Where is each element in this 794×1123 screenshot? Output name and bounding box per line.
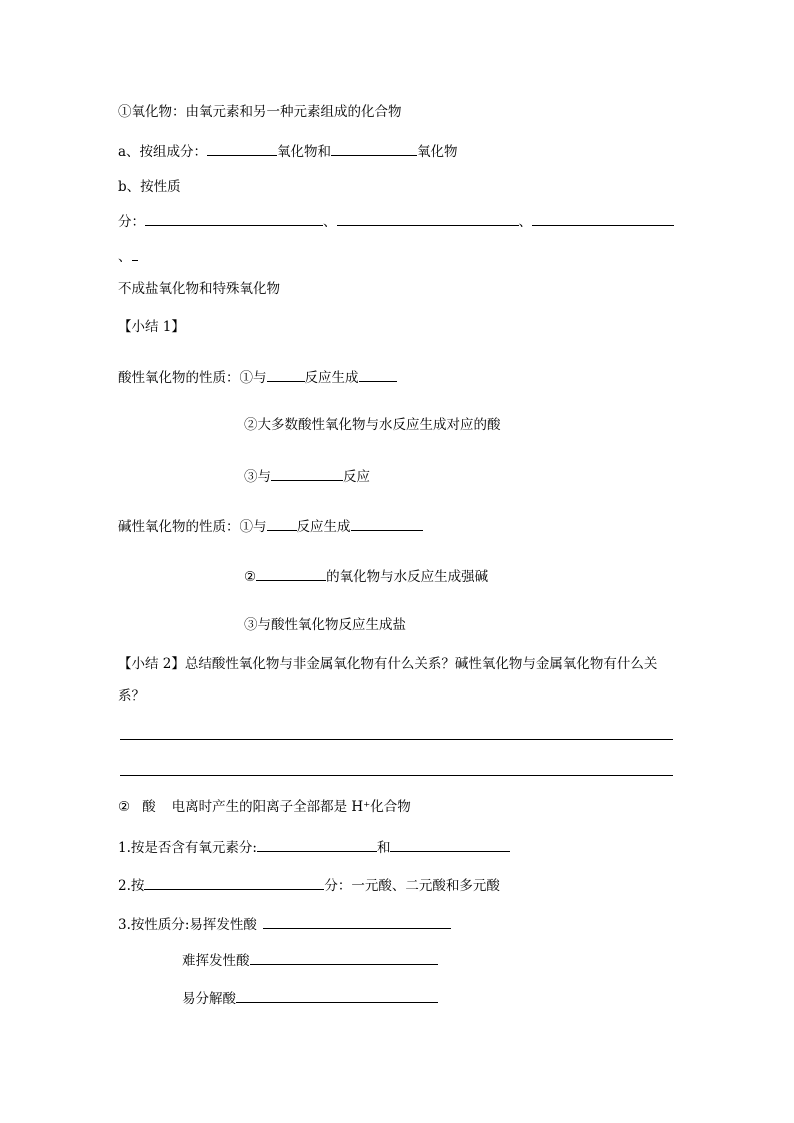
property-blank-2[interactable] [337,211,519,226]
oxide-property-label: b、按性质 [118,179,181,195]
answer-line-2[interactable] [120,775,673,776]
not-salt-forming-oxides: 不成盐氧化物和特殊氧化物 [118,281,280,297]
answer-line-1[interactable] [120,739,673,740]
property-sep-1: 、 [323,214,337,230]
basic-oxide-blank-3[interactable] [256,566,326,581]
acid-q3-label: 3.按性质分:易挥发性酸 [118,917,257,933]
basic-oxide-1-text-b: 反应生成 [296,519,351,535]
property-sep-3: 、 [118,249,132,265]
composition-mid: 氧化物和 [277,144,332,160]
acid-oxide-blank-2[interactable] [359,367,397,382]
oxide-property-row [118,211,674,231]
acid-heading [118,798,411,816]
composition-blank-2[interactable] [331,141,417,156]
acid-q3-blank-2[interactable] [250,950,438,965]
acid-q1-and: 和 [376,840,391,856]
oxide-composition-row [118,141,458,161]
acid-oxide-1-text-b: 反应生成 [304,370,359,386]
property-sep-2: 、 [518,214,532,230]
acid-nonvolatile-row [182,950,438,970]
acid-heading-word: 酸 [142,799,156,815]
summary2-question-line1: 【小结 2】总结酸性氧化物与非金属氧化物有什么关系？碱性氧化物与金属氧化物有什么关 [118,656,658,672]
basic-oxide-property-2 [244,566,488,586]
property-fen: 分： [118,214,145,230]
acid-oxide-property-1 [118,367,397,387]
acid-heading-definition: 电离时产生的阳离子全部都是 H⁺化合物 [171,799,411,815]
acid-q3-nonvolatile: 难挥发性酸 [182,953,250,969]
property-blank-1[interactable] [145,211,323,226]
acid-oxide-blank-1[interactable] [267,367,305,382]
acid-oxide-1-text-a: ①与 [239,370,267,386]
basic-oxide-2-text-a: ② [244,569,257,585]
acid-oxide-property-2: ②大多数酸性氧化物与水反应生成对应的酸 [244,417,501,433]
acid-q1-label: 1.按是否含有氧元素分: [118,840,257,856]
acid-q1-blank-2[interactable] [390,837,510,852]
acid-q2-label: 2.按 [118,878,145,894]
summary1-heading: 【小结 1】 [118,319,185,335]
acid-oxide-property-3 [244,466,370,486]
acid-q3-blank-1[interactable] [263,914,451,929]
acid-oxide-3-text-a: ③与 [244,469,271,485]
acid-q3-decomposable: 易分解酸 [182,991,236,1007]
basic-oxide-blank-2[interactable] [351,516,423,531]
composition-label: a、按组成分： [118,144,208,160]
acid-q1-blank-1[interactable] [257,837,377,852]
acid-q2-blank[interactable] [144,875,324,890]
basic-oxide-blank-1[interactable] [267,516,297,531]
composition-blank-1[interactable] [207,141,277,156]
basic-oxide-title: 碱性氧化物的性质： [118,519,240,535]
composition-end: 氧化物 [417,144,458,160]
property-continuation [118,246,138,266]
property-blank-4[interactable] [132,246,138,261]
acid-classify-property [118,914,451,934]
basic-oxide-2-text-b: 的氧化物与水反应生成强碱 [326,569,489,585]
oxide-definition: ①氧化物：由氧元素和另一种元素组成的化合物 [118,104,402,120]
property-blank-3[interactable] [532,211,674,226]
acid-classify-basicity [118,875,500,895]
acid-oxide-3-text-b: 反应 [343,469,370,485]
acid-decomposable-row [182,988,438,1008]
basic-oxide-property-3: ③与酸性氧化物反应生成盐 [244,617,406,633]
acid-heading-num: ② [118,799,131,815]
acid-classify-oxygen [118,837,510,857]
acid-oxide-title: 酸性氧化物的性质： [118,370,240,386]
acid-q2-end: 分：一元酸、二元酸和多元酸 [324,878,500,894]
basic-oxide-property-1 [118,516,423,536]
summary2-question-line2: 系？ [118,688,145,704]
basic-oxide-1-text-a: ①与 [239,519,267,535]
acid-oxide-blank-3[interactable] [271,466,343,481]
acid-q3-blank-3[interactable] [236,988,438,1003]
